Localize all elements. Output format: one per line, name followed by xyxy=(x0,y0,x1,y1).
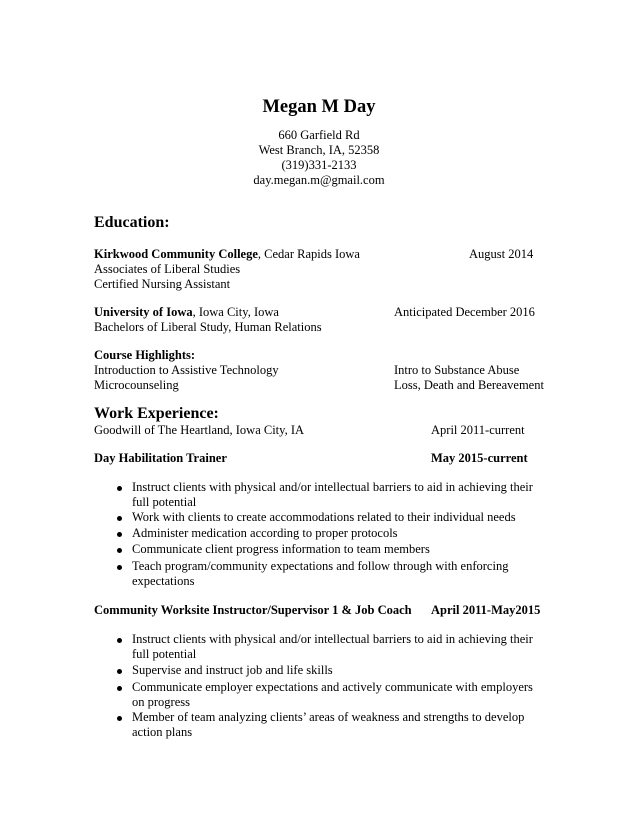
job2-bullet-1-line-1: Instruct clients with physical and/or intellectual barriers to aid in achieving their xyxy=(132,632,533,646)
course-right-2: Loss, Death and Bereavement xyxy=(394,378,544,392)
bullet-icon xyxy=(117,532,122,537)
job2-bullet-2: Supervise and instruct job and life skills xyxy=(132,663,333,677)
job2-bullet-4-line-1: Member of team analyzing clients’ areas of weakness and strengths to develop xyxy=(132,710,525,724)
job1-bullet-2: Work with clients to create accommodations related to their individual needs xyxy=(132,510,516,524)
uiowa-school: University of Iowa xyxy=(94,305,193,319)
job1-date: May 2015-current xyxy=(431,451,528,465)
kirkwood-date: August 2014 xyxy=(469,247,534,261)
education-heading: Education: xyxy=(94,214,170,231)
job1-bullet-4: Communicate client progress information to team members xyxy=(132,542,430,556)
bullet-icon xyxy=(117,638,122,643)
job1-bullet-3: Administer medication according to proper protocols xyxy=(132,526,398,540)
bullet-icon xyxy=(117,669,122,674)
job1-title: Day Habilitation Trainer xyxy=(94,451,227,465)
course-left-2: Microcounseling xyxy=(94,378,179,392)
bullet-icon xyxy=(117,548,122,553)
bullet-icon xyxy=(117,716,122,721)
course-right-1: Intro to Substance Abuse xyxy=(394,363,520,377)
email-address: day.megan.m@gmail.com xyxy=(253,173,385,187)
resume-name: Megan M Day xyxy=(262,97,376,117)
kirkwood-degree: Associates of Liberal Studies xyxy=(94,262,241,276)
job2-date: April 2011-May2015 xyxy=(431,603,541,617)
job2-bullet-3-line-1: Communicate employer expectations and actively communicate with employers xyxy=(132,680,533,694)
employer-name: Goodwill of The Heartland, Iowa City, IA xyxy=(94,423,305,437)
bullet-icon xyxy=(117,686,122,691)
uiowa-location: , Iowa City, Iowa xyxy=(192,305,279,319)
job1-bullet-1-line-1: Instruct clients with physical and/or intellectual barriers to aid in achieving their xyxy=(132,480,533,494)
employer-date: April 2011-current xyxy=(431,423,525,437)
kirkwood-certification: Certified Nursing Assistant xyxy=(94,277,231,291)
address-line-1: 660 Garfield Rd xyxy=(278,128,360,142)
job1-bullet-1-line-2: full potential xyxy=(132,495,197,509)
bullet-icon xyxy=(117,565,122,570)
address-line-2: West Branch, IA, 52358 xyxy=(258,143,380,157)
bullet-icon xyxy=(117,486,122,491)
work-experience-heading: Work Experience: xyxy=(94,405,219,422)
job2-bullet-1-line-2: full potential xyxy=(132,647,197,661)
course-highlights-heading: Course Highlights: xyxy=(94,348,196,362)
job2-bullet-4-line-2: action plans xyxy=(132,725,193,739)
kirkwood-location: , Cedar Rapids Iowa xyxy=(257,247,360,261)
uiowa-date: Anticipated December 2016 xyxy=(394,305,535,319)
kirkwood-entry xyxy=(94,247,360,262)
uiowa-degree: Bachelors of Liberal Study, Human Relations xyxy=(94,320,322,334)
job2-title: Community Worksite Instructor/Supervisor 1 & Job Coach xyxy=(94,603,412,617)
kirkwood-school: Kirkwood Community College xyxy=(94,247,258,261)
job2-bullet-3-line-2: on progress xyxy=(132,695,190,709)
bullet-icon xyxy=(117,516,122,521)
job1-bullet-5-line-2: expectations xyxy=(132,574,195,588)
phone-number: (319)331-2133 xyxy=(281,158,357,172)
course-left-1: Introduction to Assistive Technology xyxy=(94,363,279,377)
job1-bullet-5-line-1: Teach program/community expectations and follow through with enforcing xyxy=(132,559,509,573)
uiowa-entry xyxy=(94,305,279,320)
